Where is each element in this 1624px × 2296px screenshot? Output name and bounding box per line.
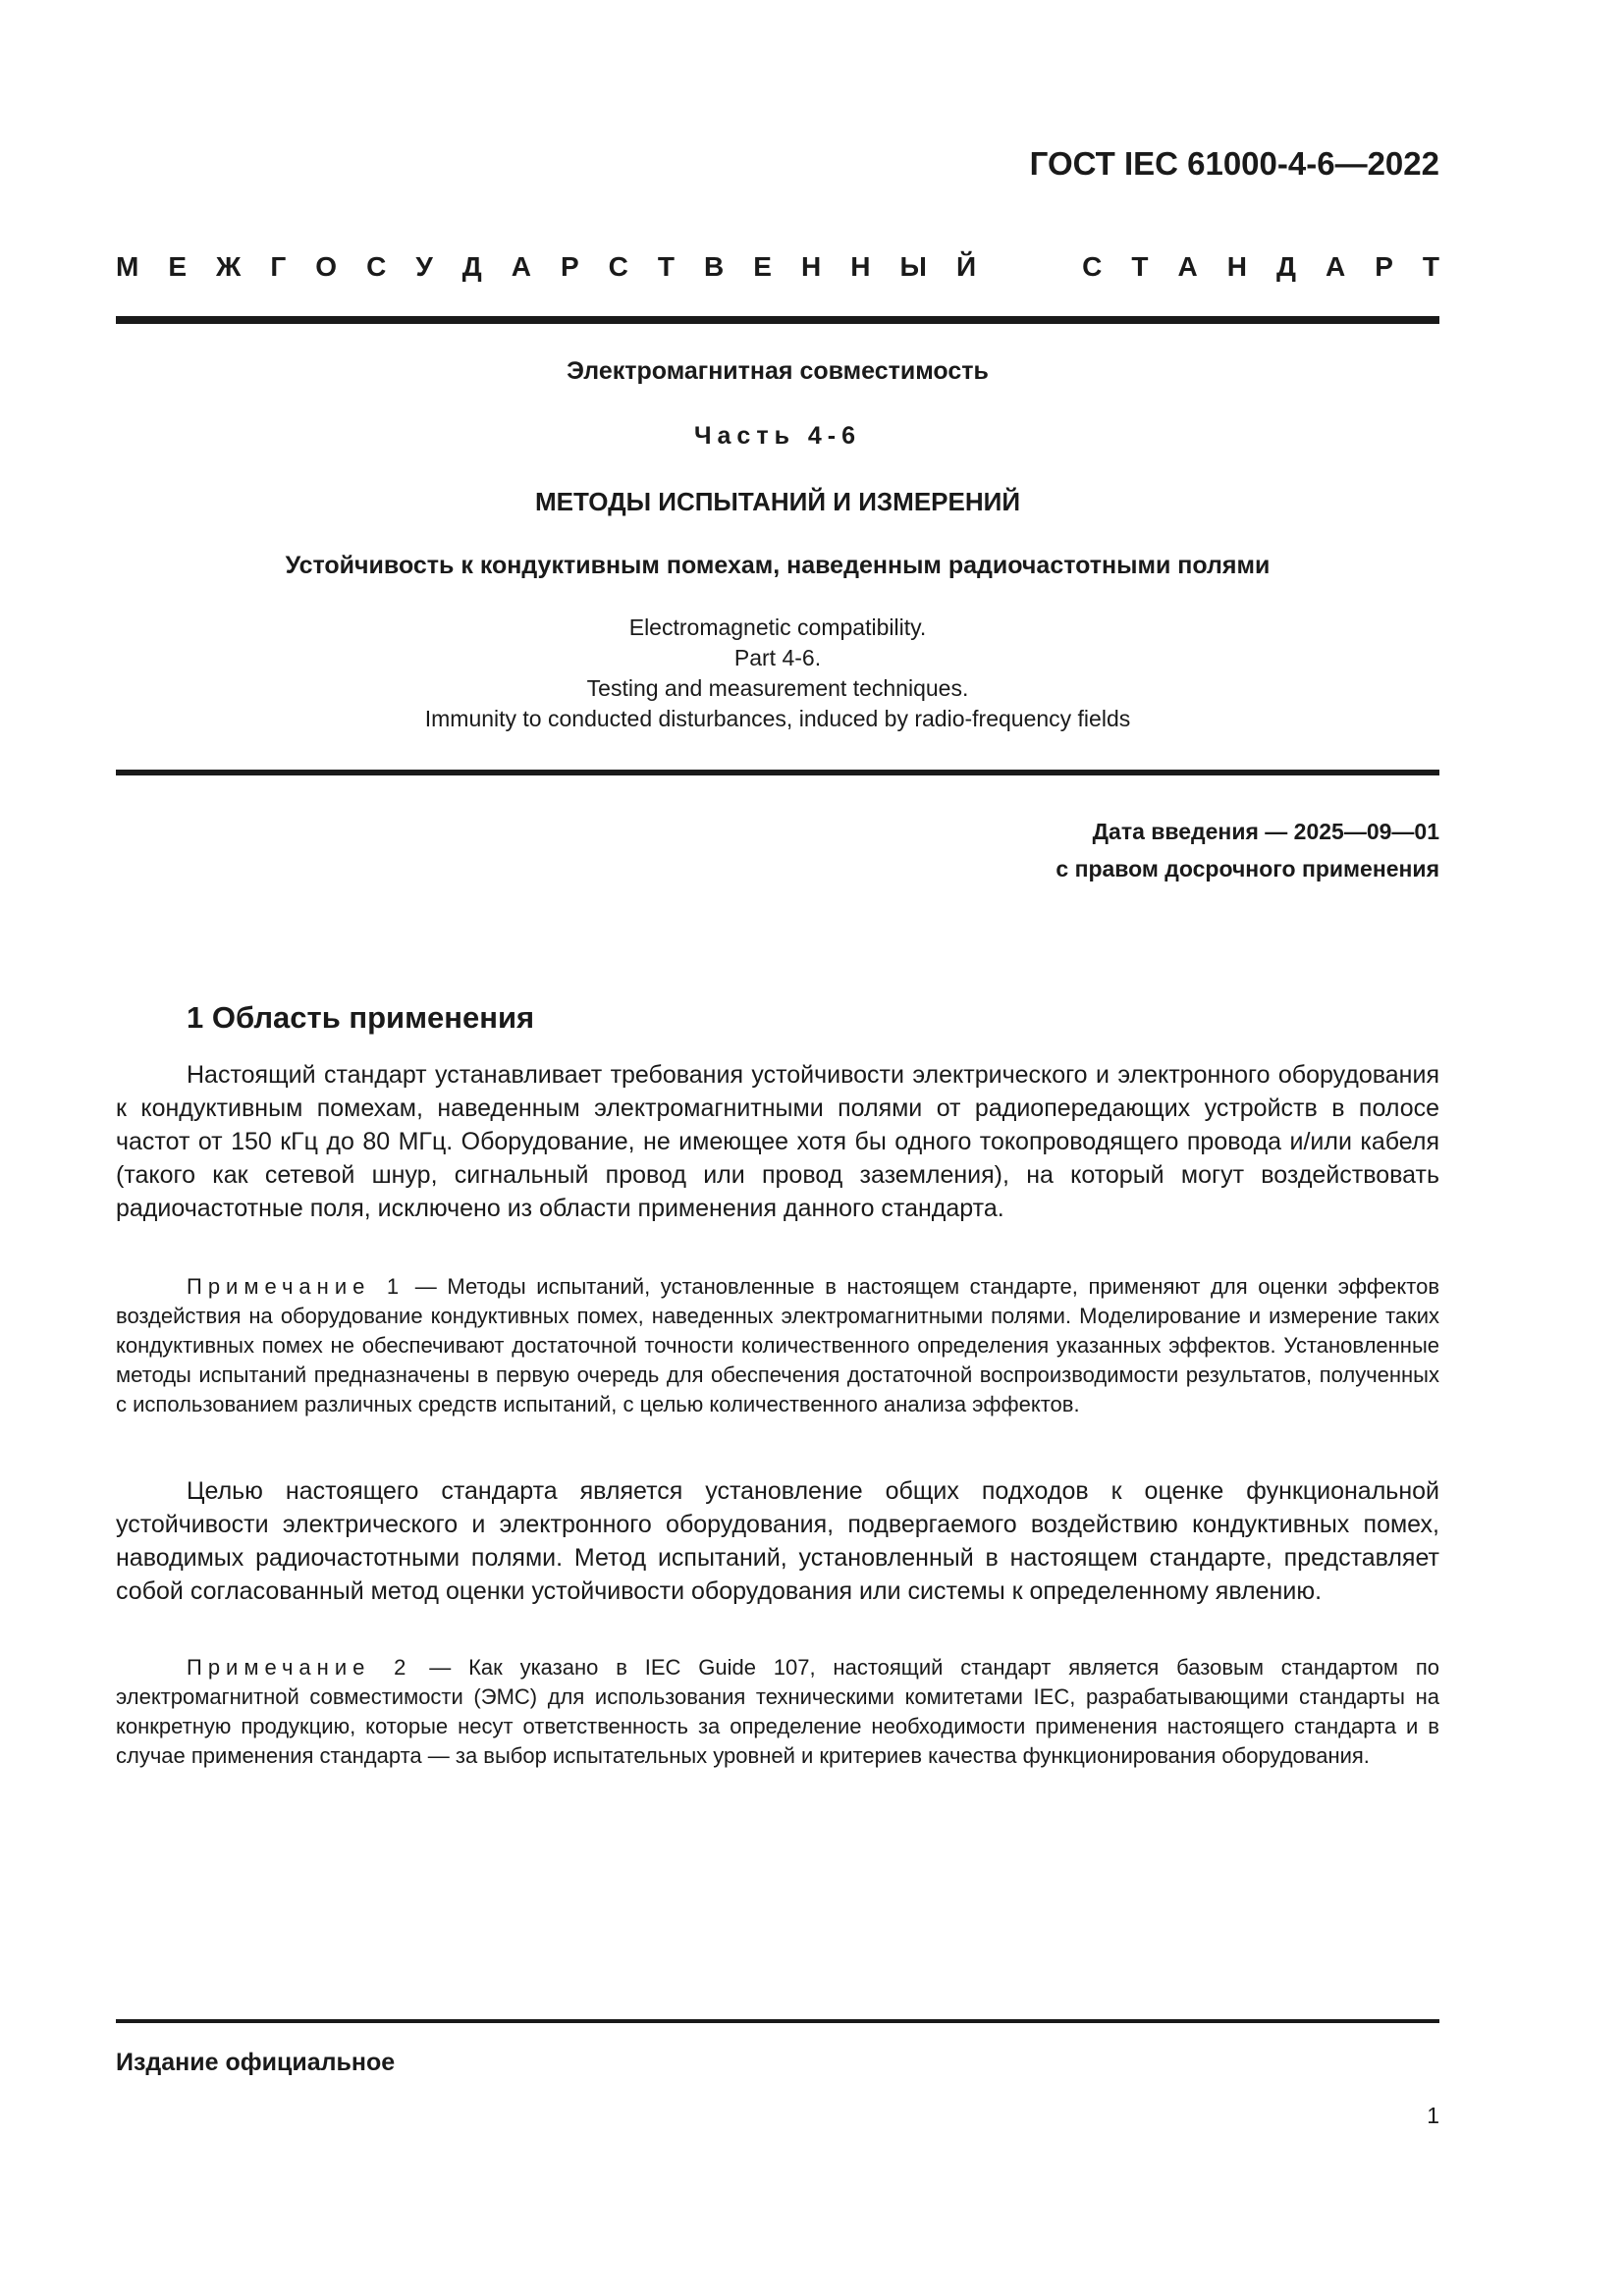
note-2-text: — Как указано в IEC Guide 107, настоящий стандарт является базовым стандартом по электромагнитной совместимости (ЭМС) для использования техническими комитетами IEC, разрабатывающими стандарты на конкретную продукцию, которые несут ответственность за определение необходимости применения настоящего стандарта и в случае применения стандарта — за выбор испытательных уровней и критериев качества функционирования оборудования.	[116, 1655, 1439, 1768]
standard-type-letter: Ы	[899, 251, 927, 282]
note-1-text: — Методы испытаний, установленные в настоящем стандарте, применяют для оценки эффектов воздействия на оборудование кондуктивных помех, наведенных электромагнитными полями. Моделирование и измерение таких кондуктивных помех не обеспечивают достаточной точности количественного определения указанных эффектов. Установленные методы испытаний предназначены в первую очередь для обеспечения достаточной воспроизводимости результатов, полученных с использованием различных средств испытаний, с целью количественного анализа эффектов.	[116, 1274, 1440, 1416]
doc-number: ГОСТ IEC 61000-4-6—2022	[1029, 145, 1439, 182]
title-part: Часть 4-6	[693, 422, 862, 450]
note-2	[116, 1653, 1439, 1771]
standard-type-letter: А	[1325, 251, 1346, 282]
standard-type-letter: С	[608, 251, 628, 282]
title-sub: Устойчивость к кондуктивным помехам, наведенным радиочастотными полями	[285, 552, 1271, 579]
standard-type-letter: В	[704, 251, 725, 282]
standard-type-letter: Ж	[216, 251, 242, 282]
bottom-rule	[116, 2019, 1439, 2023]
standard-type-letter: Р	[1375, 251, 1393, 282]
standard-type-letter: Д	[461, 251, 482, 282]
standard-type-letter: Т	[657, 251, 676, 282]
standard-type-letter: Е	[753, 251, 772, 282]
standard-type-letter: У	[415, 251, 433, 282]
standard-type-letter: Е	[168, 251, 188, 282]
edition-label: Издание официальное	[116, 2049, 396, 2076]
standard-type-letter: Т	[1422, 251, 1439, 282]
note-1-label: Примечание 1	[187, 1274, 406, 1299]
introduction-date: Дата введения — 2025—09—01	[1092, 819, 1439, 844]
standard-type-letter: Н	[1226, 251, 1247, 282]
standard-type-letter: О	[315, 251, 338, 282]
standard-type-word-gap	[1005, 251, 1053, 283]
title-english-line: Electromagnetic compatibility.	[628, 614, 927, 640]
title-english	[116, 613, 1439, 734]
title-main: МЕТОДЫ ИСПЫТАНИЙ И ИЗМЕРЕНИЙ	[534, 487, 1021, 516]
introduction-date-block	[1056, 813, 1439, 887]
standard-type-letter: Н	[850, 251, 871, 282]
page-number: 1	[1427, 2103, 1439, 2128]
standard-type-letter: Г	[270, 251, 287, 282]
title-english-line: Part 4-6.	[733, 645, 822, 670]
standard-type-letter: Й	[955, 251, 977, 282]
top-rule	[116, 316, 1439, 324]
note-2-label: Примечание 2	[187, 1655, 412, 1680]
section-paragraph-1: Настоящий стандарт устанавливает требования устойчивости электрического и электронного оборудования к кондуктивным помехам, наведенным электромагнитными полями от радиопередающих устройств в полосе частот от 150 кГц до 80 МГц. Оборудование, не имеющее хотя бы одного токопроводящего провода и/или кабеля (такого как сетевой шнур, сигнальный провод или провод заземления), на который могут воздействовать радиочастотные поля, исключено из области применения данного стандарта.	[116, 1061, 1439, 1222]
middle-rule	[116, 770, 1439, 775]
early-application-note: с правом досрочного применения	[1056, 856, 1439, 881]
title-english-line: Testing and measurement techniques.	[586, 675, 969, 701]
section-paragraph-2: Целью настоящего стандарта является установление общих подходов к оценке функциональной устойчивости электрического и электронного оборудования, подвергаемого воздействию кондуктивных помех, наводимых радиочастотными полями. Метод испытаний, установленный в настоящем стандарте, представляет собой согласованный метод оценки устойчивости оборудования или системы к определенному явлению.	[116, 1477, 1439, 1605]
standard-type-letter: Д	[1275, 251, 1296, 282]
section-title: 1 Область применения	[187, 1000, 535, 1035]
standard-type-letter: С	[1082, 251, 1103, 282]
standard-type-letter: Н	[801, 251, 822, 282]
standard-type-letter: М	[116, 251, 139, 282]
title-english-line: Immunity to conducted disturbances, induced by radio-frequency fields	[424, 706, 1131, 731]
standard-type-letter: Р	[560, 251, 579, 282]
title-general: Электромагнитная совместимость	[567, 357, 989, 385]
standard-type-heading	[116, 251, 1439, 283]
standard-type-letter: С	[366, 251, 387, 282]
standard-type-letter: А	[511, 251, 531, 282]
standard-type-letter: А	[1177, 251, 1198, 282]
standard-type-letter: Т	[1131, 251, 1149, 282]
note-1	[116, 1272, 1439, 1419]
